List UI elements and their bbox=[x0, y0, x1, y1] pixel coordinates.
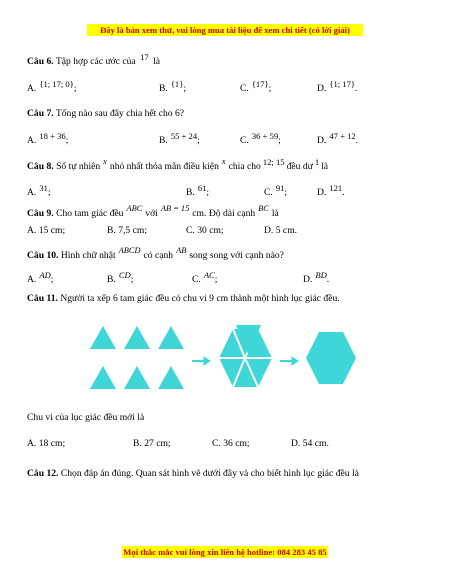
q7-option-c[interactable]: C. 36 + 59; bbox=[240, 131, 281, 146]
q11-question: Chu vi của lục giác đều mới là bbox=[27, 412, 145, 423]
q10-option-d[interactable]: D. BD. bbox=[303, 270, 330, 285]
q8-option-a[interactable]: A. 31; bbox=[27, 183, 51, 198]
question-9 bbox=[27, 204, 279, 220]
q7-option-b[interactable]: B. 55 + 24; bbox=[159, 131, 200, 146]
q7-text: Tổng nào sau đây chia hết cho 6? bbox=[55, 108, 185, 119]
q11-option-b[interactable]: B. 27 cm; bbox=[133, 438, 171, 449]
q10-side-ab: AB bbox=[176, 246, 187, 255]
q10-text-2: có cạnh bbox=[143, 250, 174, 261]
q12-label: Câu 12. bbox=[27, 468, 59, 479]
q11-text: Người ta xếp 6 tam giác đều có chu vi 9 cm thành một hình lục giác đều. bbox=[60, 293, 340, 304]
q8-remainder: 1 bbox=[314, 157, 320, 167]
q7-option-d[interactable]: D. 47 + 12. bbox=[317, 131, 359, 146]
q9-side-length: AB = 15 bbox=[160, 204, 190, 213]
question-7 bbox=[27, 108, 184, 120]
preview-banner: Đây là bản xem thử, vui lòng mua tài liệu để xem chi tiết (có lời giải) bbox=[87, 24, 363, 36]
q11-option-d[interactable]: D. 54 cm. bbox=[291, 438, 329, 449]
q8-divisors: 12; 15 bbox=[262, 157, 285, 167]
q7-option-a[interactable]: A. 18 + 36; bbox=[27, 131, 69, 146]
hotline-footer: Mọi thắc mắc vui lòng xin liên hệ hotline: 084 283 45 85 bbox=[123, 547, 327, 557]
triangle bbox=[90, 326, 116, 349]
q11-option-c[interactable]: C. 36 cm; bbox=[212, 438, 250, 449]
triangle bbox=[124, 326, 150, 349]
q11-option-a[interactable]: A. 18 cm; bbox=[27, 438, 66, 449]
q10-option-b[interactable]: B. CD; bbox=[107, 270, 134, 285]
q8-text-3: chia cho bbox=[228, 161, 261, 172]
q11-label: Câu 11. bbox=[27, 293, 58, 304]
q9-text-3: cm. Độ dài cạnh bbox=[192, 208, 256, 219]
triangle bbox=[158, 366, 184, 389]
q9-option-d[interactable]: D. 5 cm. bbox=[264, 225, 298, 236]
q9-text-1: Cho tam giác đều bbox=[56, 208, 124, 219]
q6-text: Tập hợp các ước của bbox=[55, 56, 136, 67]
q9-option-b[interactable]: B. 7,5 cm; bbox=[107, 225, 147, 236]
q8-var-x: x bbox=[103, 157, 107, 166]
q10-label: Câu 10. bbox=[27, 250, 59, 261]
q8-option-d[interactable]: D. 121. bbox=[317, 183, 345, 198]
arrow-icon bbox=[192, 357, 210, 365]
triangle bbox=[158, 326, 184, 349]
q6-option-b[interactable]: B. {1}; bbox=[159, 79, 187, 94]
regular-hexagon bbox=[306, 332, 356, 384]
q6-option-a[interactable]: A. {1; 17; 0}; bbox=[27, 79, 77, 94]
q9-option-c[interactable]: C. 30 cm; bbox=[186, 225, 224, 236]
q10-option-a[interactable]: A. AD; bbox=[27, 270, 54, 285]
question-12 bbox=[27, 466, 427, 481]
q6-label: Câu 6. bbox=[27, 56, 54, 67]
q12-text: Chọn đáp án đúng. Quan sát hình vẽ dưới đây và cho biết hình lục giác đều là bbox=[60, 468, 359, 479]
q10-text-1: Hình chữ nhật bbox=[60, 250, 116, 261]
q6-end: là bbox=[153, 56, 161, 67]
arrow-icon bbox=[280, 357, 298, 365]
q6-option-d[interactable]: D. {1; 17}. bbox=[317, 79, 358, 94]
q9-triangle-name: ABC bbox=[126, 204, 143, 213]
q6-option-c[interactable]: C. {17}; bbox=[240, 79, 272, 94]
q8-var-x-2: x bbox=[221, 157, 226, 166]
q8-text-5: là bbox=[321, 161, 329, 172]
assembled-hexagon bbox=[219, 325, 272, 387]
q9-text-2: với bbox=[145, 208, 158, 219]
q6-math: 17 bbox=[140, 52, 149, 62]
q8-option-c[interactable]: C. 91; bbox=[264, 183, 288, 198]
q9-text-4: là bbox=[271, 208, 279, 219]
question-10 bbox=[27, 246, 284, 262]
q8-option-b[interactable]: B. 61; bbox=[186, 183, 210, 198]
q10-rectangle-name: ABCD bbox=[118, 246, 141, 255]
q9-side-bc: BC bbox=[258, 204, 269, 213]
q10-text-3: song song với cạnh nào? bbox=[189, 250, 284, 261]
q8-label: Câu 8. bbox=[27, 161, 54, 172]
q9-label: Câu 9. bbox=[27, 208, 54, 219]
six-triangles bbox=[90, 326, 184, 389]
q8-text-4: đều dư bbox=[286, 161, 313, 172]
question-6 bbox=[27, 52, 161, 68]
q8-text-2: nhỏ nhất thỏa mãn điều kiện bbox=[109, 161, 219, 172]
question-11 bbox=[27, 293, 340, 305]
q9-option-a[interactable]: A. 15 cm; bbox=[27, 225, 66, 236]
q10-option-c[interactable]: C. AC; bbox=[192, 270, 218, 285]
question-8 bbox=[27, 157, 329, 173]
q8-text-1: Số tự nhiên bbox=[56, 161, 101, 172]
triangle bbox=[90, 366, 116, 389]
hexagon-figure bbox=[88, 318, 358, 396]
q7-label: Câu 7. bbox=[27, 108, 54, 119]
triangle bbox=[124, 366, 150, 389]
